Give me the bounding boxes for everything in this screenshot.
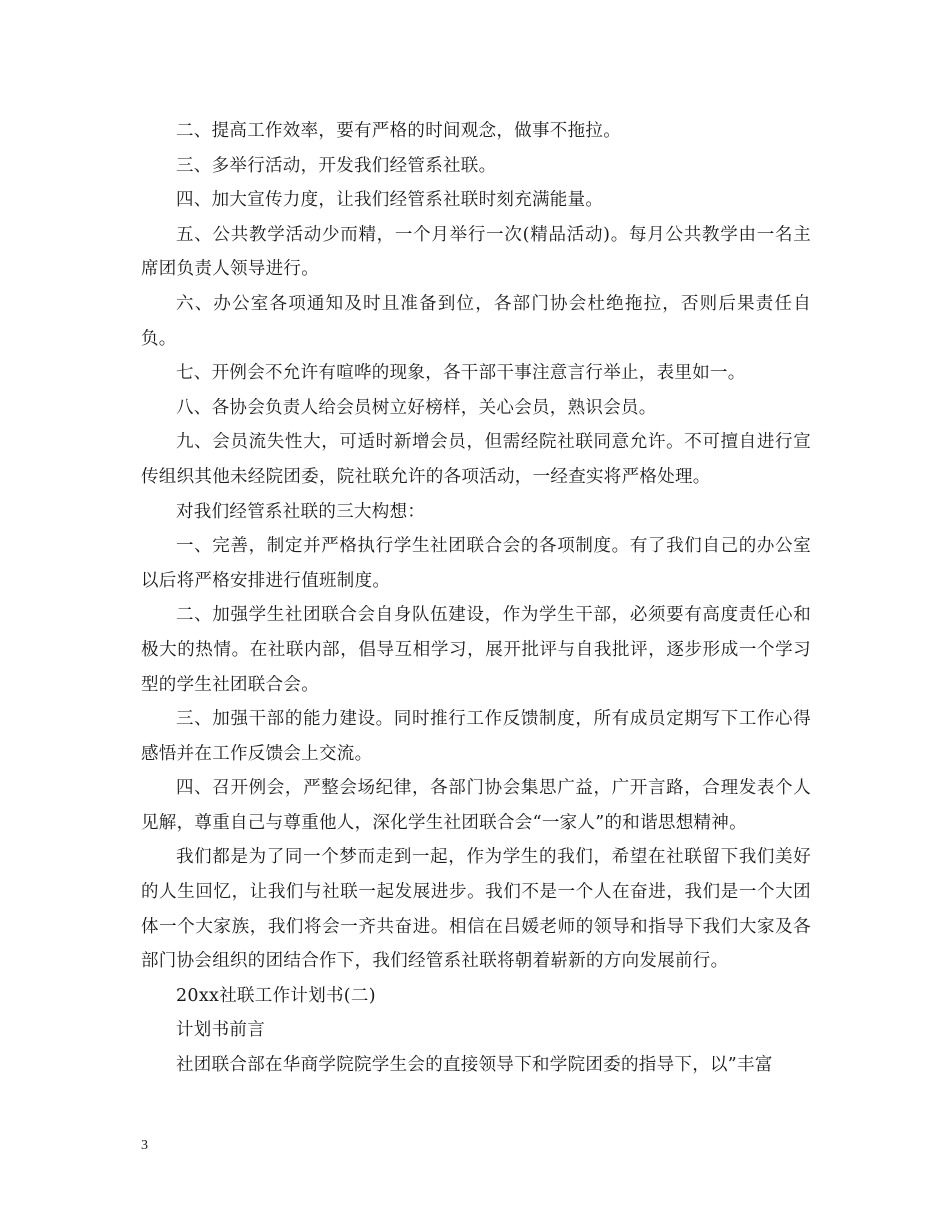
paragraph-7: 八、各协会负责人给会员树立好榜样，关心会员，熟识会员。 [176,397,657,418]
paragraph-1: 二、提高工作效率，要有严格的时间观念，做事不拖拉。 [176,121,621,141]
paragraph-5: 六、办公室各项通知及时且准备到位，各部门协会杜绝拖拉，否则后果责任自负。 [141,293,811,349]
paragraph-10: 一、完善，制定并严格执行学生社团联合会的各项制度。有了我们自己的办公室以后将严格安排进行值班制度。 [141,536,811,591]
paragraph-8: 九、会员流失性大，可适时新增会员，但需经院社联同意允许。不可擅自进行宣传组织其他未经院团委，院社联允许的各项活动，一经查实将严格处理。 [141,432,811,487]
plan-preface-heading: 计划书前言 [176,1020,265,1041]
page-number: 3 [141,1138,148,1153]
paragraph-2: 三、多举行活动，开发我们经管系社联。 [176,155,497,176]
document-body [141,114,811,1083]
section-heading-three-ideas: 对我们经管系社联的三大构想： [176,501,426,522]
paragraph-3: 四、加大宣传力度，让我们经管系社联时刻充满能量。 [176,190,604,211]
plan-title: 20xx社联工作计划书(二) [176,985,376,1006]
paragraph-6: 七、开例会不允许有喧哗的现象，各干部干事注意言行举止，表里如一。 [176,363,746,384]
paragraph-11: 二、加强学生社团联合会自身队伍建设，作为学生干部，必须要有高度责任心和极大的热情。在社联内部，倡导互相学习，展开批评与自我批评，逐步形成一个学习型的学生社团联合会。 [141,605,811,695]
paragraph-14: 我们都是为了同一个梦而走到一起，作为学生的我们，希望在社联留下我们美好的人生回忆，让我们与社联一起发展进步。我们不是一个人在奋进，我们是一个大团体一个大家族，我们将会一齐共奋进。相信在吕媛老师的领导和指导下我们大家及各部门协会组织的团结合作下，我们经管系社联将朝着崭新的方向发展前行。 [141,847,811,972]
paragraph-17: 社团联合部在华商学院院学生会的直接领导下和学院团委的指导下，以”丰富 [176,1055,773,1076]
paragraph-4: 五、公共教学活动少而精，一个月举行一次(精品活动)。每月公共教学由一名主席团负责人领导进行。 [141,224,811,280]
paragraph-13: 四、召开例会，严整会场纪律，各部门协会集思广益，广开言路，合理发表个人见解，尊重自己与尊重他人，深化学生社团联合会“一家人”的和谐思想精神。 [141,778,811,833]
paragraph-12: 三、加强干部的能力建设。同时推行工作反馈制度，所有成员定期写下工作心得感悟并在工作反馈会上交流。 [141,709,811,764]
